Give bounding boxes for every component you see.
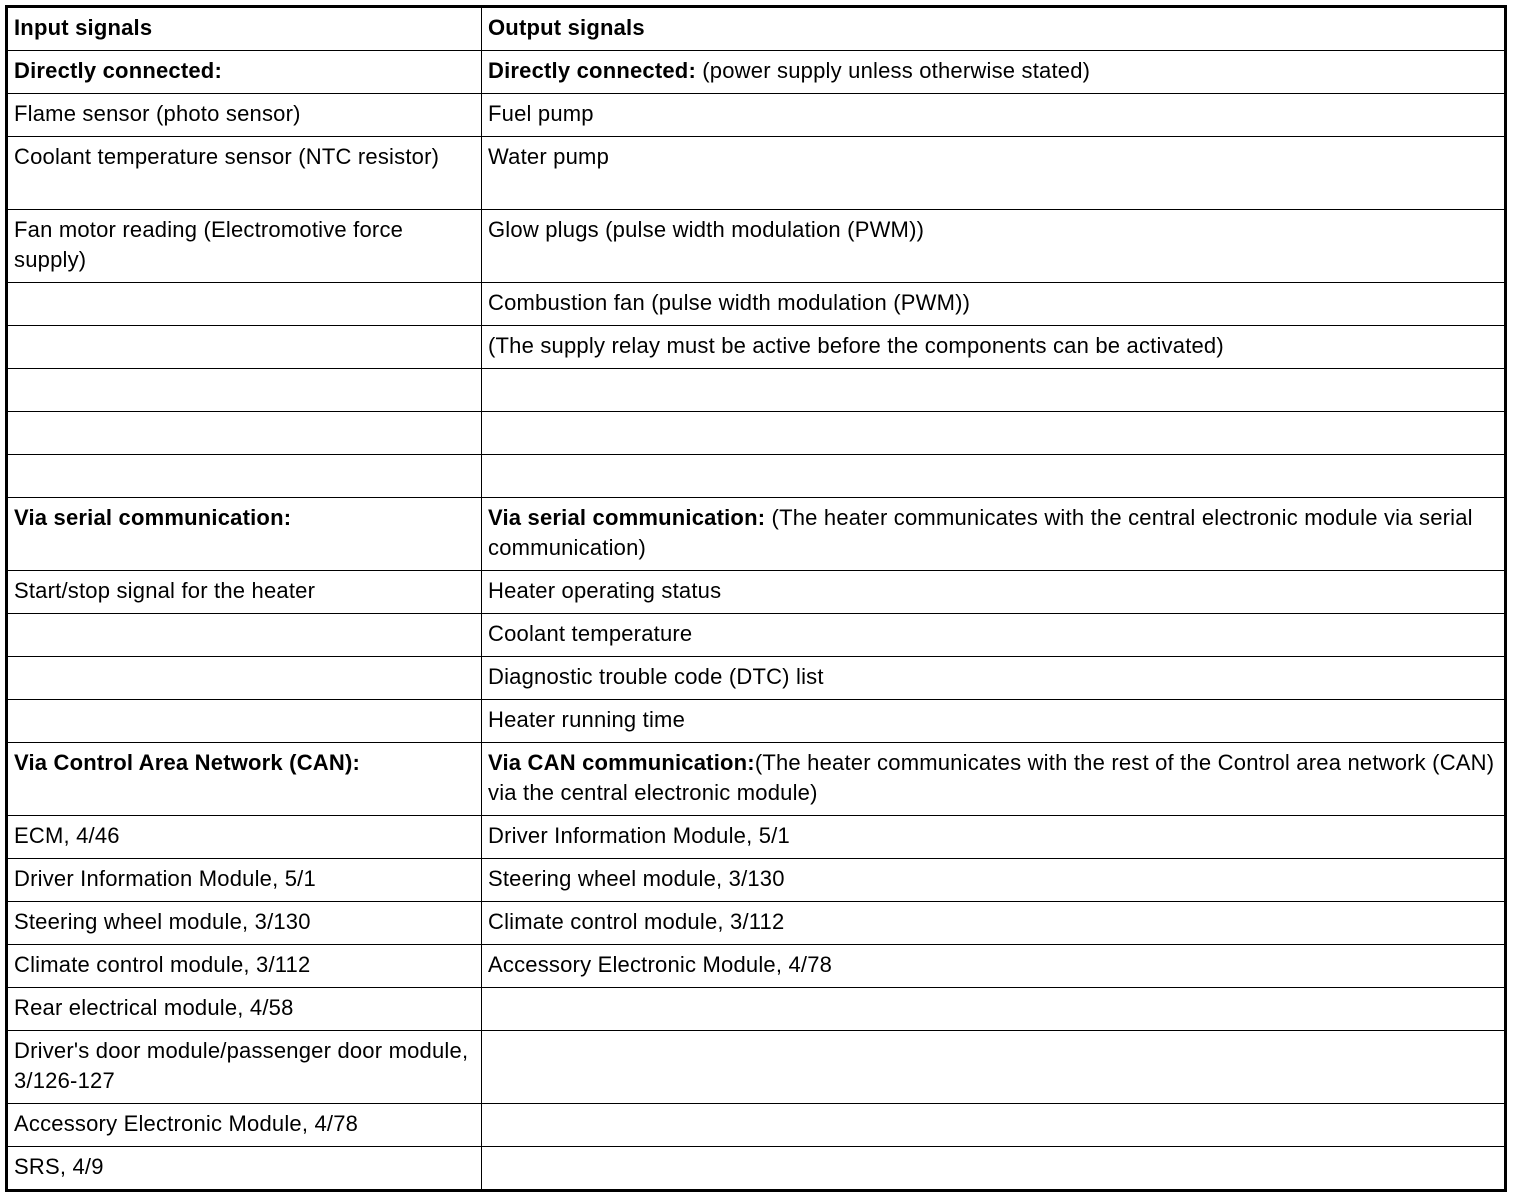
- output-text: (The heater communicates with the central electronic module via serial communication): [488, 505, 1473, 560]
- input-cell: [7, 1031, 482, 1104]
- input-text: Climate control module, 3/112: [14, 952, 311, 977]
- table-row: [7, 902, 1506, 945]
- output-text: Water pump: [488, 144, 610, 169]
- output-cell: [482, 412, 1506, 455]
- output-bold-text: Directly connected:: [488, 58, 696, 83]
- input-cell: [7, 859, 482, 902]
- table-row: [7, 945, 1506, 988]
- output-cell: [482, 988, 1506, 1031]
- output-cell: [482, 94, 1506, 137]
- output-cell: [482, 945, 1506, 988]
- input-text: Steering wheel module, 3/130: [14, 909, 311, 934]
- header-row: [7, 7, 1506, 51]
- output-cell: [482, 137, 1506, 210]
- output-cell: [482, 902, 1506, 945]
- output-text: Heater operating status: [488, 578, 722, 603]
- input-text: Accessory Electronic Module, 4/78: [14, 1111, 359, 1136]
- input-cell: [7, 700, 482, 743]
- output-text: (The heater communicates with the rest of the Control area network (CAN) via the central electronic module): [488, 750, 1495, 805]
- table-row: [7, 1147, 1506, 1191]
- input-bold-text: Via Control Area Network (CAN):: [14, 750, 361, 775]
- table-row: [7, 1104, 1506, 1147]
- input-cell: [7, 657, 482, 700]
- input-cell: [7, 988, 482, 1031]
- table-row: [7, 455, 1506, 498]
- input-cell: [7, 455, 482, 498]
- table-row: [7, 1031, 1506, 1104]
- input-cell: [7, 902, 482, 945]
- output-cell: [482, 1104, 1506, 1147]
- output-header-label: Output signals: [488, 15, 645, 40]
- input-cell: [7, 326, 482, 369]
- table-row: [7, 743, 1506, 816]
- output-bold-text: Via serial communication:: [488, 505, 766, 530]
- output-text: Coolant temperature: [488, 621, 693, 646]
- input-cell: [7, 369, 482, 412]
- output-bold-text: Via CAN communication:: [488, 750, 755, 775]
- input-cell: [7, 51, 482, 94]
- output-text: Combustion fan (pulse width modulation (PWM)): [488, 290, 971, 315]
- output-cell: [482, 498, 1506, 571]
- output-cell: [482, 571, 1506, 614]
- table-row: [7, 137, 1506, 210]
- output-cell: [482, 1147, 1506, 1191]
- input-bold-text: Directly connected:: [14, 58, 222, 83]
- input-text: Driver Information Module, 5/1: [14, 866, 316, 891]
- output-cell: [482, 859, 1506, 902]
- table-row: [7, 369, 1506, 412]
- input-text: Flame sensor (photo sensor): [14, 101, 301, 126]
- table-row: [7, 283, 1506, 326]
- input-text: SRS, 4/9: [14, 1154, 104, 1179]
- table-row: [7, 94, 1506, 137]
- input-cell: [7, 1147, 482, 1191]
- table-row: [7, 700, 1506, 743]
- input-bold-text: Via serial communication:: [14, 505, 292, 530]
- input-cell: [7, 210, 482, 283]
- output-text: (The supply relay must be active before the components can be activated): [488, 333, 1224, 358]
- output-cell: [482, 700, 1506, 743]
- table-row: [7, 614, 1506, 657]
- output-cell: [482, 1031, 1506, 1104]
- output-cell: [482, 743, 1506, 816]
- input-cell: [7, 498, 482, 571]
- input-cell: [7, 743, 482, 816]
- input-cell: [7, 137, 482, 210]
- input-cell: [7, 571, 482, 614]
- output-text: Driver Information Module, 5/1: [488, 823, 790, 848]
- input-cell: [7, 412, 482, 455]
- output-cell: [482, 326, 1506, 369]
- input-cell: [7, 283, 482, 326]
- output-cell: [482, 369, 1506, 412]
- output-text: Fuel pump: [488, 101, 594, 126]
- input-text: Coolant temperature sensor (NTC resistor): [14, 144, 440, 169]
- table-row: [7, 326, 1506, 369]
- output-cell: [482, 210, 1506, 283]
- signals-table: [5, 5, 1507, 1192]
- table-row: [7, 571, 1506, 614]
- output-text: (power supply unless otherwise stated): [695, 58, 1091, 83]
- output-text: Heater running time: [488, 707, 686, 732]
- output-cell: [482, 283, 1506, 326]
- input-cell: [7, 614, 482, 657]
- table-row: [7, 51, 1506, 94]
- output-signals-header: [482, 7, 1506, 51]
- output-text: Climate control module, 3/112: [488, 909, 785, 934]
- table-row: [7, 657, 1506, 700]
- table-row: [7, 498, 1506, 571]
- input-cell: [7, 945, 482, 988]
- output-cell: [482, 657, 1506, 700]
- input-text: Rear electrical module, 4/58: [14, 995, 294, 1020]
- input-text: Fan motor reading (Electromotive force supply): [14, 217, 404, 272]
- input-cell: [7, 1104, 482, 1147]
- output-cell: [482, 455, 1506, 498]
- table-row: [7, 210, 1506, 283]
- output-cell: [482, 816, 1506, 859]
- input-text: ECM, 4/46: [14, 823, 120, 848]
- output-text: Steering wheel module, 3/130: [488, 866, 785, 891]
- table-row: [7, 412, 1506, 455]
- table-row: [7, 859, 1506, 902]
- input-text: Driver's door module/passenger door module, 3/126-127: [14, 1038, 469, 1093]
- input-cell: [7, 816, 482, 859]
- input-header-label: Input signals: [14, 15, 153, 40]
- output-cell: [482, 51, 1506, 94]
- input-signals-header: [7, 7, 482, 51]
- output-text: Glow plugs (pulse width modulation (PWM)): [488, 217, 925, 242]
- output-text: Accessory Electronic Module, 4/78: [488, 952, 833, 977]
- input-text: Start/stop signal for the heater: [14, 578, 316, 603]
- output-cell: [482, 614, 1506, 657]
- input-cell: [7, 94, 482, 137]
- table-row: [7, 988, 1506, 1031]
- table-row: [7, 816, 1506, 859]
- output-text: Diagnostic trouble code (DTC) list: [488, 664, 824, 689]
